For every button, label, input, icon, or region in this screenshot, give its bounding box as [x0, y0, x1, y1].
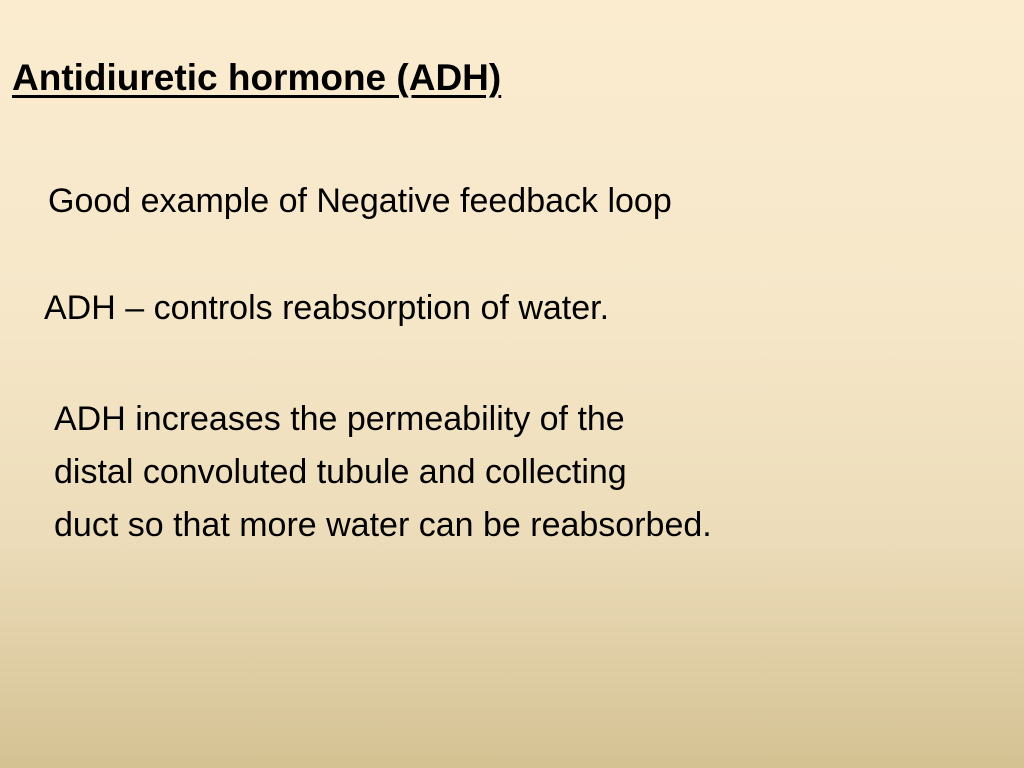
feedback-loop-text: Good example of Negative feedback loop [48, 182, 672, 220]
paragraph-line: ADH increases the permeability of the [54, 400, 625, 438]
paragraph-line: duct so that more water can be reabsorbed. [54, 506, 712, 544]
paragraph-line: distal convoluted tubule and collecting [54, 453, 627, 491]
adh-permeability-paragraph [54, 393, 712, 552]
adh-controls-text: ADH – controls reabsorption of water. [44, 289, 610, 327]
slide-title: Antidiuretic hormone (ADH) [12, 57, 502, 98]
